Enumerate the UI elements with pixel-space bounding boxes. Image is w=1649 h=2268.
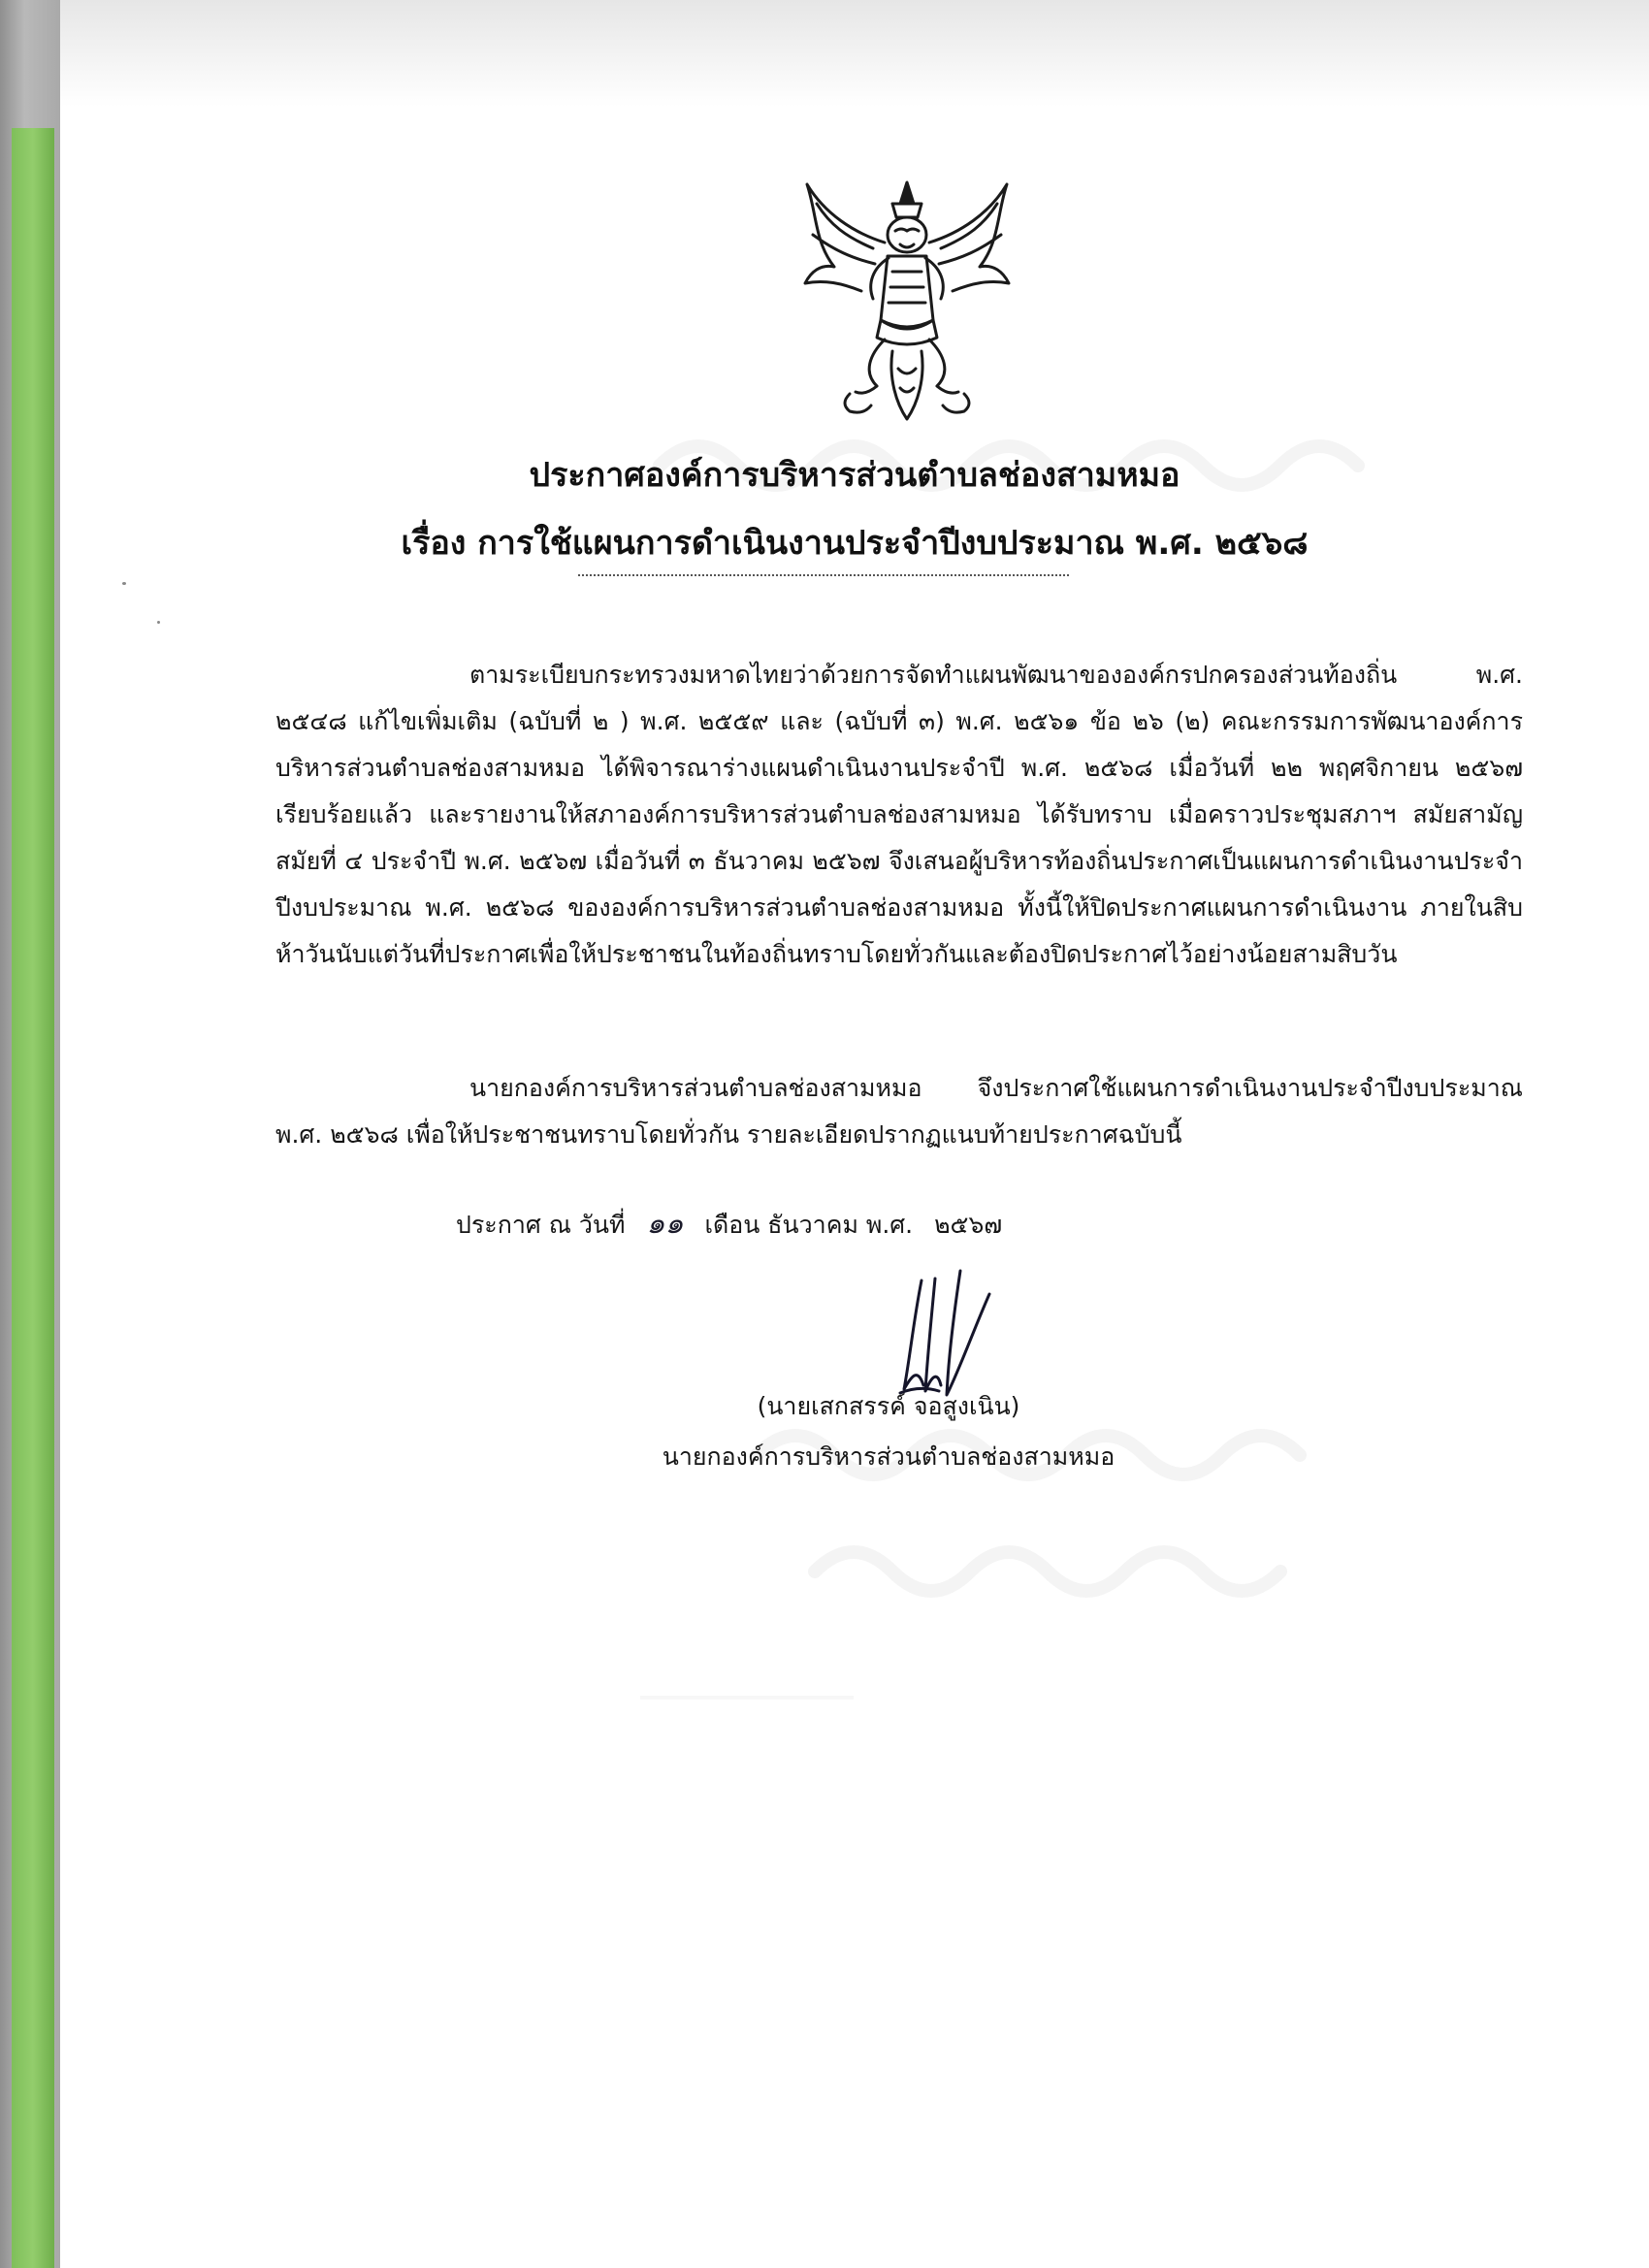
announcement-date (456, 1201, 1016, 1247)
top-shadow (60, 0, 1649, 107)
scan-speck (157, 621, 160, 624)
garuda-emblem-icon (795, 175, 1018, 427)
date-month-label: เดือน ธันวาคม พ.ศ. (704, 1211, 914, 1239)
date-year: ๒๕๖๗ (934, 1211, 1003, 1239)
handwritten-signature-icon (892, 1261, 1009, 1407)
signer-position: นายกองค์การบริหารส่วนตำบลช่องสามหมอ (662, 1442, 1116, 1471)
document-subject: เรื่อง การใช้แผนการดำเนินงานประจำปีงบประมาณ พ.ศ. ๒๕๖๘ (401, 524, 1309, 563)
title-divider (578, 574, 1069, 576)
green-folder-edge (12, 128, 54, 2268)
date-prefix: ประกาศ ณ วันที่ (456, 1211, 626, 1239)
body-paragraph-2: นายกองค์การบริหารส่วนตำบลช่องสามหมอ จึงประกาศใช้แผนการดำเนินงานประจำปีงบประมาณ พ.ศ. ๒๕๖๘ เพื่อให้ประชาชนทราบโดยทั่วกัน รายละเอียดปรากฏแนบท้ายประกาศฉบับนี้ (275, 1074, 1523, 1149)
document-title: ประกาศองค์การบริหารส่วนตำบลช่องสามหมอ (529, 456, 1180, 495)
body-paragraph-1: ตามระเบียบกระทรวงมหาดไทยว่าด้วยการจัดทำแผนพัฒนาขององค์กรปกครองส่วนท้องถิ่น พ.ศ. ๒๕๔๘ แก้ไขเพิ่มเติม (ฉบับที่ ๒ ) พ.ศ. ๒๕๕๙ และ (ฉบับที่ ๓) พ.ศ. ๒๕๖๑ ข้อ ๒๖ (๒) คณะกรรมการพัฒนาองค์การบริหารส่วนตำบลช่องสามหมอ ได้พิจารณาร่างแผนดำเนินงานประจำปี พ.ศ. ๒๕๖๘ เมื่อวันที่ ๒๒ พฤศจิกายน ๒๕๖๗ เรียบร้อยแล้ว และรายงานให้สภาองค์การบริหารส่วนตำบลช่องสามหมอ ได้รับทราบ เมื่อคราวประชุมสภาฯ สมัยสามัญ สมัยที่ ๔ ประจำปี พ.ศ. ๒๕๖๗ เมื่อวันที่ ๓ ธันวาคม ๒๕๖๗ จึงเสนอผู้บริหารท้องถิ่นประกาศเป็นแผนการดำเนินงานประจำปีงบประมาณ พ.ศ. ๒๕๖๘ ขององค์การบริหารส่วนตำบลช่องสามหมอ ทั้งนี้ให้ปิดประกาศแผนการดำเนินงาน ภายในสิบห้าวันนับแต่วันที่ประกาศเพื่อให้ประชาชนในท้องถิ่นทราบโดยทั่วกันและต้องปิดประกาศไว้อย่างน้อยสามสิบวัน (275, 661, 1523, 968)
scan-speck (122, 582, 126, 585)
signer-name: (นายเสกสรรค์ จอสูงเนิน) (757, 1392, 1020, 1420)
date-day-handwritten: ๑๑ (646, 1207, 684, 1241)
